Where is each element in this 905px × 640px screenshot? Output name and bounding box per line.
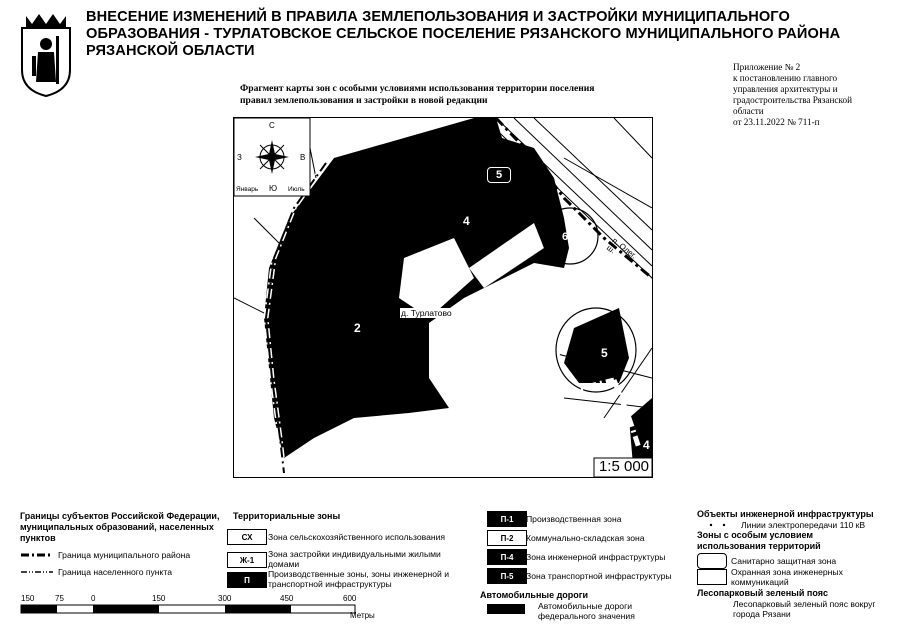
forest-label: Лесопарковый зеленый пояс вокруг города Рязани [733, 599, 876, 619]
zone-p1-symbol: П-1 [487, 511, 527, 527]
road-symbol [487, 604, 525, 614]
road-label: Автомобильные дороги федерального значения [538, 601, 635, 621]
zone-label: 5 [487, 167, 511, 183]
zone-p-label: Производственные зоны, зоны инженерной и транспортной инфраструктуры [268, 569, 450, 589]
coat-of-arms-emblem [18, 12, 74, 98]
scale-tick: 150 [21, 594, 35, 603]
special-zones-heading: Зоны с особым условием использования территорий [697, 530, 821, 551]
map-title [240, 83, 640, 107]
compass-january: Январь [236, 186, 259, 193]
powerline-symbol [697, 521, 731, 529]
appendix-note [733, 62, 893, 128]
appendix-line: от 23.11.2022 № 711-п [733, 117, 820, 127]
compass-rose [255, 140, 289, 174]
scale-tick: 600 [343, 594, 357, 603]
document-title: ВНЕСЕНИЕ ИЗМЕНЕНИЙ В ПРАВИЛА ЗЕМЛЕПОЛЬЗОВАНИЯ И ЗАСТРОЙКИ МУНИЦИПАЛЬНОГО ОБРАЗОВАНИЯ - ТУРЛАТОВСКОЕ СЕЛЬСКОЕ ПОСЕЛЕНИЕ РЯЗАНСКОГО МУНИЦИПАЛЬНОГО РАЙОНА РЯЗАНСКОЙ ОБЛАСТИ [86, 9, 841, 59]
compass-north: С [269, 121, 275, 130]
zone-p2-symbol: П-2 [487, 530, 527, 546]
zone-p5-symbol: П-5 [487, 568, 527, 584]
scale-tick: 300 [218, 594, 232, 603]
utility-zone-symbol [697, 569, 727, 585]
map-title-line: Фрагмент карты зон с особыми условиями использования территории поселения [240, 83, 595, 94]
powerline-label: Линии электропередачи 110 кВ [741, 520, 866, 530]
appendix-line: области [733, 106, 764, 116]
zone-p-symbol: П [227, 572, 267, 588]
scale-tick: 75 [55, 594, 64, 603]
zone-zh1-label: Зона застройки индивидуальными жилыми домами [268, 549, 441, 569]
compass-east: В [300, 153, 306, 162]
sanitary-zone-symbol [697, 553, 727, 569]
zone-p2-label: Коммунально-складская зона [526, 533, 645, 543]
zone-p4-label: Зона инженерной инфраструктуры [526, 552, 666, 562]
compass-west: З [237, 153, 242, 162]
zone-p4-symbol: П-4 [487, 549, 527, 565]
map-title-line: правил землепользования и застройки в новой редакции [240, 95, 488, 106]
forest-heading: Лесопарковый зеленый пояс [697, 588, 828, 598]
place-label: д. Турлатово [401, 308, 452, 318]
scale-tick: 150 [152, 594, 166, 603]
boundary-district-label: Граница муниципального района [58, 550, 191, 560]
appendix-line: к постановлению главного [733, 73, 838, 83]
scale-tick: 0 [91, 594, 96, 603]
zone-label: 2 [354, 321, 361, 335]
infrastructure-heading: Объекты инженерной инфраструктуры [697, 509, 874, 519]
zone-sx-symbol: СХ [227, 529, 267, 545]
zone-label: 4 [463, 214, 470, 228]
scale-tick: 450 [280, 594, 294, 603]
boundaries-heading: Границы субъектов Российской Федерации, муниципальных образований, населенных пунктов [20, 511, 220, 543]
scale-bar [20, 593, 356, 621]
road-label: п. Олег. ш. [604, 236, 639, 261]
sanitary-zone-label: Санитарно защитная зона [731, 556, 837, 566]
appendix-line: Приложение № 2 [733, 62, 801, 72]
map-canvas [234, 118, 652, 477]
boundary-symbols [20, 549, 54, 579]
utility-zone-label: Охранная зона инженерных коммуникаций [731, 567, 843, 587]
map-scale: 1:5 000 [598, 458, 650, 475]
zone-map[interactable] [233, 117, 653, 478]
compass-july: Июль [288, 186, 305, 193]
roads-heading: Автомобильные дороги [480, 590, 589, 600]
appendix-line: управления архитектуры и [733, 84, 838, 94]
zone-label: 5 [601, 346, 608, 360]
zone-sx-label: Зона сельскохозяйственного использования [268, 532, 446, 542]
zone-label: 4 [643, 438, 650, 452]
compass-south: Ю [269, 184, 278, 193]
zone-5-area [564, 308, 629, 383]
boundary-settlement-label: Граница населенного пункта [58, 567, 173, 577]
scale-unit: Метры [350, 611, 375, 620]
territorial-heading: Территориальные зоны [233, 511, 341, 521]
zone-p1-label: Производственная зона [526, 514, 622, 524]
zone-zh1-symbol: Ж-1 [227, 552, 267, 568]
zone-label: 6 [562, 231, 569, 243]
appendix-line: градостроительства Рязанской [733, 95, 852, 105]
zone-p5-label: Зона транспортной инфраструктуры [526, 571, 672, 581]
